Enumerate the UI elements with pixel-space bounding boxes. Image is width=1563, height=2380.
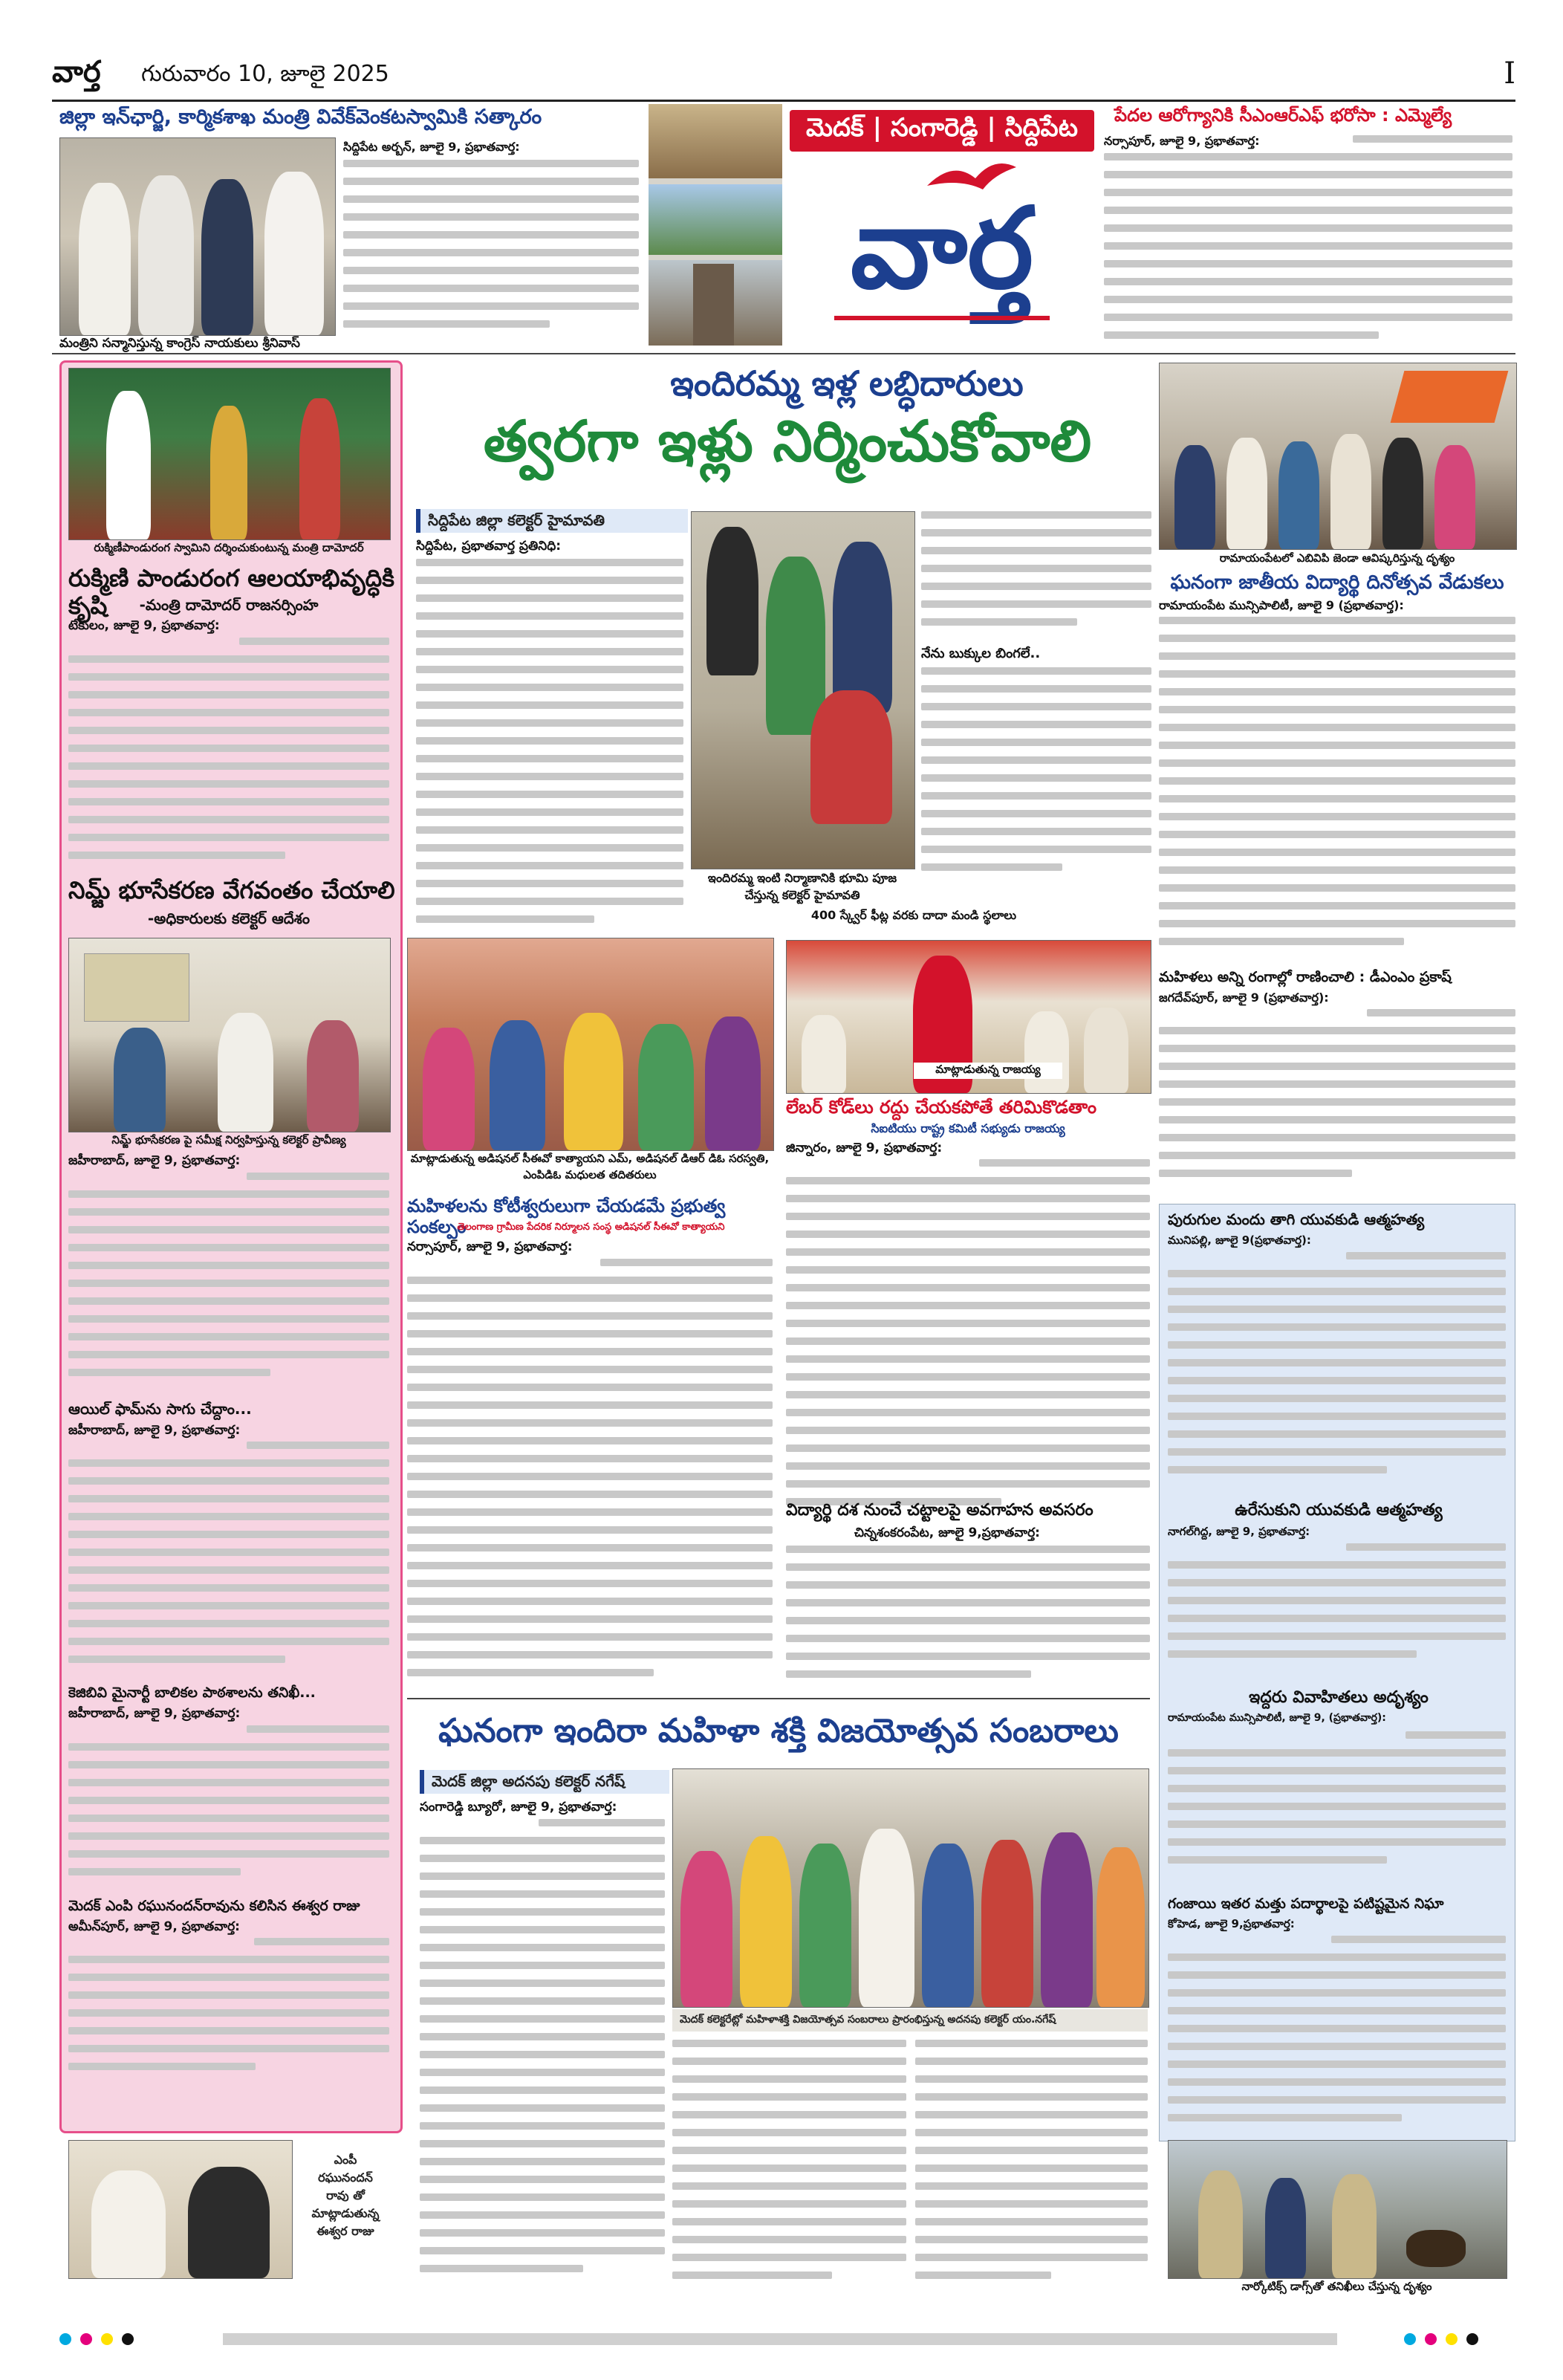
middle-story-c-body (786, 1546, 1150, 1690)
lead-body-left (416, 559, 683, 930)
color-dot-magenta-r (1425, 2333, 1437, 2345)
color-dot-yellow-r (1446, 2333, 1458, 2345)
top-left-photo (59, 137, 336, 336)
middle-story-b-sub: సిఐటియు రాష్ట్ర కమిటీ సభ్యుడు రాజయ్య (871, 1121, 1065, 1135)
page-number: I (1504, 56, 1515, 91)
date-line: గురువారం 10, జూలై 2025 (141, 61, 389, 87)
footer-bar (223, 2333, 1337, 2345)
top-left-body (343, 160, 639, 349)
right-story2-headline: మహిళలు అన్ని రంగాల్లో రాణించాలి : డీఎంఎం ప్రకాష్ (1159, 969, 1452, 985)
right-story1-headline: ఘనంగా జాతీయ విద్యార్థి దినోత్సవ వేడుకలు (1170, 571, 1504, 594)
bottom-body-right (915, 2040, 1148, 2292)
right-story1-body (1159, 617, 1515, 966)
right-photo-abvp (1159, 363, 1517, 550)
right-story6-headline: గంజాయి ఇతర మత్తు పదార్థాలపై పటిష్టమైన నిఘా (1168, 1896, 1444, 1912)
right-story5-body (1168, 1731, 1506, 1895)
middle-story-b-dateline: జిన్నారం, జూలై 9, ప్రభాతవార్త: (786, 1141, 943, 1155)
left-story3-dateline: జహీరాబాద్, జూలై 9, ప్రభాతవార్త: (68, 1423, 241, 1438)
bottom-body-mid (672, 2040, 906, 2292)
right-story4-body (1168, 1543, 1506, 1685)
middle-story-a-headline: మహిళలను కోటీశ్వరులుగా చేయడమే ప్రభుత్వ సంకల్పం (407, 1196, 726, 1237)
lead-kicker: ఇందిరమ్మ ఇళ్ల లబ్ధిదారులు (670, 363, 1024, 403)
left-story2-body (68, 1173, 389, 1395)
lead-subhead: సిద్దిపేట జిల్లా కలెక్టర్ హైమావతి (428, 511, 605, 529)
mp-caption-line-4: మాట్లాడుతున్న (311, 2206, 380, 2220)
left-story3-body (68, 1442, 389, 1679)
middle-photo-women (407, 938, 774, 1151)
color-dot-yellow (101, 2333, 113, 2345)
right-story2-body (1159, 1009, 1515, 1202)
left-story2-sub: -అధికారులకు కలెక్టర్ ఆదేశం (147, 909, 311, 927)
mp-caption-line-5: ఈశ్వర రాజు (316, 2224, 374, 2238)
lead-subhead-box (416, 509, 688, 533)
right-story4-headline: ఉరేసుకుని యువకుడి ఆత్మహత్య (1235, 1501, 1443, 1520)
left-story1-dateline: టేకులం, జూలై 9, ప్రభాతవార్త: (68, 618, 220, 633)
left-story2-dateline: జహీరాబాద్, జూలై 9, ప్రభాతవార్త: (68, 1153, 241, 1168)
middle-story-a-sub: తెలంగాణ గ్రామీణ పేదరిక నిర్మూలన సంస్థ అడిషనల్ సీఈవో కాత్యాయని (457, 1222, 725, 1233)
middle-story-a-body (407, 1259, 773, 1690)
left-story4-body (68, 1725, 389, 1893)
left-photo-mp-caption (297, 2151, 394, 2240)
middle-story-b-body (786, 1159, 1150, 1531)
top-right-headline: పేదల ఆరోగ్యానికి సీఎంఆర్‌ఎఫ్ భరోసా : ఎమ్మెల్యే (1114, 105, 1452, 126)
color-dot-black (122, 2333, 134, 2345)
masthead (52, 52, 1515, 98)
right-story2-dateline: జగదేవ్‌పూర్, జూలై 9 (ప్రభాతవార్త): (1159, 990, 1329, 1005)
right-photo-abvp-caption: రామాయంపేటలో ఎబివిపి జెండా ఆవిష్కరిస్తున్న దృశ్యం (1219, 551, 1455, 565)
paper-logo-text: వార్త (850, 184, 1034, 314)
edition-strip (790, 110, 1094, 152)
edition-strip-text: మెదక్ | సంగారెడ్డి | సిద్దిపేట (806, 113, 1078, 143)
lead-photo (691, 511, 915, 869)
left-story3-headline: ఆయిల్ ఫామ్‌ను సాగు చేద్దాం... (68, 1400, 252, 1418)
right-story6-body (1168, 1936, 1506, 2151)
middle-story-c-headline: విద్యార్థి దశ నుంచే చట్టాలపై అవగాహన అవసరం (786, 1501, 1094, 1520)
left-story1-sub: -మంత్రి దామోదర్ రాజనర్సింహ (139, 596, 319, 614)
masthead-rule (52, 100, 1515, 102)
lead-dateline: సిద్దిపేట, ప్రభాతవార్త ప్రతినిధి: (416, 539, 561, 554)
right-story6-dateline: కోహెడ, జూలై 9,ప్రభాతవార్త: (1168, 1917, 1295, 1930)
bottom-banner-rule (407, 1698, 1150, 1699)
left-story1-headline: రుక్మిణి పాండురంగ ఆలయాభివృద్ధికి కృషి (68, 564, 394, 620)
left-story5-body (68, 1938, 389, 2101)
city-landmark-photos (649, 104, 782, 346)
lead-body-right (921, 511, 1151, 645)
paper-logo (790, 156, 1094, 342)
color-dot-cyan (59, 2333, 71, 2345)
mp-caption-line-2: రఘునందన్ (318, 2170, 373, 2185)
right-photo-narcotics (1168, 2140, 1507, 2279)
middle-photo-women-caption: మాట్లాడుతున్న అడిషనల్ సీఈవో కాత్యాయని ఎమ్, అడిషనల్ డిఆర్ డిఓ సరస్వతి, ఎంపిడిఓ మధులత తదితరులు (410, 1152, 770, 1181)
left-story5-headline: మెదక్ ఎంపి రఘునందన్‌రావును కలిసిన ఈశ్వర రాజు (68, 1898, 360, 1914)
left-photo-temple-caption: రుక్మిణీపాండురంగ స్వామిని దర్శించుకుంటున్న మంత్రి దామోదర్ (94, 541, 364, 554)
bottom-body-left (420, 1819, 665, 2295)
bottom-photo-caption-bar (672, 2009, 1148, 2032)
right-story3-headline: పురుగుల మందు తాగి యువకుడి ఆత్మహత్య (1168, 1210, 1425, 1228)
top-right-body (1104, 135, 1512, 351)
bottom-banner-headline: ఘనంగా ఇందిరా మహిళా శక్తి విజయోత్సవ సంబరాలు (438, 1712, 1119, 1750)
color-dot-black-r (1466, 2333, 1478, 2345)
lead-body-right-2 (921, 667, 1151, 905)
bottom-photo-celebration (672, 1768, 1149, 2008)
left-story5-dateline: అమీన్‌పూర్, జూలై 9, ప్రభాతవార్త: (68, 1919, 240, 1934)
section-rule (52, 353, 1515, 354)
bottom-photo-caption: మెదక్ కలెక్టరేట్లో మహిళాశక్తి విజయోత్సవ సంబరాలు ప్రారంభిస్తున్న అదనపు కలెక్టర్ య‌ం.నగేష్ (680, 2014, 1056, 2026)
mp-caption-line-1: ఎంపీ (334, 2153, 357, 2167)
right-story3-dateline: మునిపల్లి, జూలై 9(ప్రభాతవార్త): (1168, 1233, 1311, 1247)
top-right-dateline: నర్సాపూర్, జూలై 9, ప్రభాతవార్త: (1104, 134, 1260, 148)
left-photo-meeting-caption: నిమ్జ్ భూసేకరణ పై సమీక్ష నిర్వహిస్తున్న కలెక్టర్ ప్రావీణ్య (111, 1133, 346, 1147)
top-left-caption: మంత్రిని సన్మానిస్తున్న కాంగ్రెస్ నాయకులు శ్రీనివాస్ (59, 336, 334, 354)
right-story5-dateline: రామాయంపేట మున్సిపాలిటీ, జూలై 9, (ప్రభాతవార్త): (1168, 1712, 1386, 1724)
bottom-banner-dateline: సంగారెడ్డి బ్యూరో, జూలై 9, ప్రభాతవార్త: (420, 1800, 617, 1815)
left-story4-headline: కెజిబివి మైనార్టీ బాలికల పాఠశాలను తనిఖీ... (68, 1685, 316, 1701)
right-story3-body (1168, 1252, 1506, 1497)
middle-story-c-dateline: చిన్నశంకరంపేట, జూలై 9,ప్రభాతవార్త: (854, 1525, 1040, 1540)
lead-headline: త్వరగా ఇళ్లు నిర్మించుకోవాలి (483, 408, 1092, 474)
middle-story-a-dateline: నర్సాపూర్, జూలై 9, ప్రభాతవార్త: (407, 1239, 573, 1254)
right-story5-headline: ఇద్దరు వివాహితలు అదృశ్యం (1249, 1688, 1429, 1707)
paper-name: వార్త (52, 55, 101, 89)
right-story1-dateline: రామాయంపేట మున్సిపాలిటీ, జూలై 9 (ప్రభాతవార్త): (1159, 598, 1404, 612)
bottom-subhead-box (420, 1770, 669, 1794)
right-story4-dateline: నాగల్‌గిద్ద, జూలై 9, ప్రభాతవార్త: (1168, 1525, 1310, 1538)
lead-note: 400 స్క్వేర్ ఫీట్ల వరకు దాదా మండి స్థలాలు (810, 908, 1017, 922)
color-dot-magenta (80, 2333, 92, 2345)
middle-story-b-headline: లేబర్ కోడ్‌లు రద్దు చేయకపోతే తరిమికొడతాం (786, 1097, 1097, 1118)
top-left-dateline: సిద్దిపేట అర్బన్, జూలై 9, ప్రభాతవార్త: (343, 140, 520, 154)
top-left-headline: జిల్లా ఇన్‌ఛార్జి, కార్మికశాఖ మంత్రి వివేక్‌వెంకటస్వామికి సత్కారం (59, 106, 542, 129)
left-story2-headline: నిమ్జ్ భూసేకరణ వేగవంతం చేయాలి (68, 876, 395, 904)
lead-photo-caption: ఇందిరమ్మ ఇంటి నిర్మాణానికి భూమి పూజ చేస్తున్న కలెక్టర్ హైమావతి (707, 871, 897, 902)
bottom-banner-subhead: మెదక్ జిల్లా అదనపు కలెక్టర్ నగేష్ (432, 1772, 625, 1790)
right-photo-narcotics-caption: నార్కోటిక్స్ డాగ్స్‌తో తనిఖీలు చేస్తున్న దృశ్యం (1241, 2280, 1432, 2293)
left-photo-meeting (68, 938, 391, 1132)
color-dot-cyan-r (1404, 2333, 1416, 2345)
left-photo-temple (68, 368, 391, 540)
lead-sub-head2: నేను బుక్కుల బింగలే.. (921, 646, 1041, 661)
mp-caption-line-3: రావు తో (326, 2188, 365, 2202)
left-story1-body (68, 638, 389, 868)
left-story4-dateline: జహీరాబాద్, జూలై 9, ప్రభాతవార్త: (68, 1706, 241, 1721)
left-photo-mp (68, 2140, 293, 2279)
middle-photo-labour-caption: మాట్లాడుతున్న రాజయ్య (914, 1063, 1062, 1079)
